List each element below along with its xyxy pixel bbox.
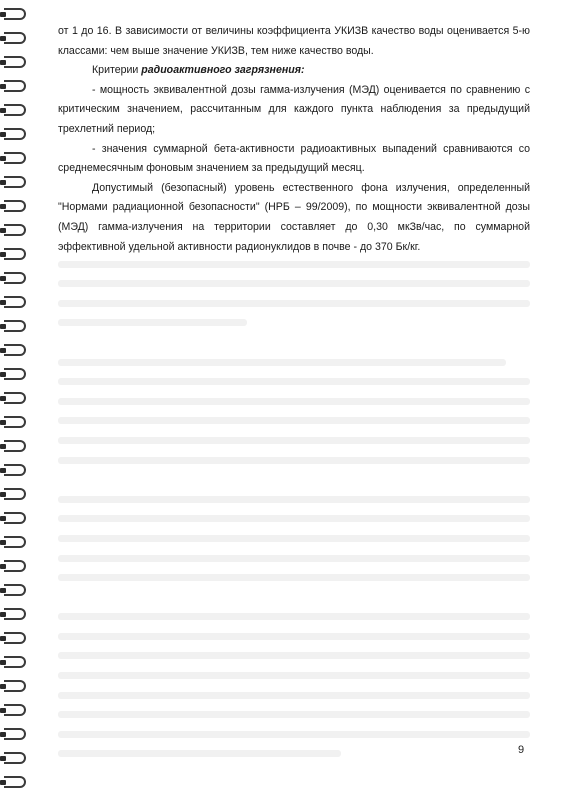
binding-ring bbox=[4, 752, 26, 764]
binding-ring bbox=[4, 512, 26, 524]
criteria-emphasis: радиоактивного загрязнения: bbox=[141, 64, 305, 77]
bleedthrough-line bbox=[58, 300, 530, 307]
binding-ring bbox=[4, 536, 26, 548]
binding-ring bbox=[4, 704, 26, 716]
binding-ring bbox=[4, 296, 26, 308]
bleedthrough-line bbox=[58, 417, 530, 424]
bleedthrough-line bbox=[58, 711, 530, 718]
binding-ring bbox=[4, 440, 26, 452]
binding-ring bbox=[4, 152, 26, 164]
binding-ring bbox=[4, 8, 26, 20]
binding-ring bbox=[4, 200, 26, 212]
binding-ring bbox=[4, 344, 26, 356]
criteria-heading bbox=[58, 61, 530, 81]
page-number: 9 bbox=[518, 744, 525, 756]
paragraph-ukizv: от 1 до 16. В зависимости от величины коэффициента УКИЗВ качество воды оценивается 5-ю классами: чем выше значение УКИЗВ, тем ниже качество воды. bbox=[58, 25, 530, 57]
binding-ring bbox=[4, 560, 26, 572]
binding-ring bbox=[4, 608, 26, 620]
binding-ring bbox=[4, 656, 26, 668]
bleedthrough-line bbox=[58, 359, 506, 366]
bleedthrough-line bbox=[58, 750, 341, 757]
bleedthrough-line bbox=[58, 652, 530, 659]
bleedthrough-line bbox=[58, 535, 530, 542]
paragraph-radiation-norms: Допустимый (безопасный) уровень естественного фона излучения, определенный "Нормами радиационной безопасности" (НРБ – 99/2009), по мощности эквивалентной дозы (МЭД) гамма-излучения на территории составляет до 0,30 мкЗв/час, по суммарной эффективной удельной активности радионуклидов в почве - до 370 Бк/кг. bbox=[58, 181, 530, 253]
bleedthrough-line bbox=[58, 496, 530, 503]
binding-ring bbox=[4, 56, 26, 68]
binding-ring bbox=[4, 416, 26, 428]
bleedthrough-line bbox=[58, 613, 530, 620]
binding-ring bbox=[4, 176, 26, 188]
binding-ring bbox=[4, 320, 26, 332]
binding-ring bbox=[4, 80, 26, 92]
criteria-label: Критерии bbox=[92, 64, 142, 77]
binding-ring bbox=[4, 776, 26, 788]
binding-ring bbox=[4, 464, 26, 476]
bleedthrough-line bbox=[58, 692, 530, 699]
binding-ring bbox=[4, 632, 26, 644]
bleedthrough-line bbox=[58, 574, 530, 581]
binding-ring bbox=[4, 104, 26, 116]
bleedthrough-line bbox=[58, 457, 530, 464]
spiral-binding bbox=[0, 0, 30, 800]
bleedthrough-line bbox=[58, 672, 530, 679]
bleedthrough-line bbox=[58, 515, 530, 522]
binding-ring bbox=[4, 392, 26, 404]
bleedthrough-line bbox=[58, 261, 530, 268]
bleedthrough-line bbox=[58, 280, 530, 287]
bleedthrough-line bbox=[58, 378, 530, 385]
binding-ring bbox=[4, 32, 26, 44]
bleedthrough-line bbox=[58, 398, 530, 405]
binding-ring bbox=[4, 488, 26, 500]
bleedthrough-line bbox=[58, 555, 530, 562]
binding-ring bbox=[4, 368, 26, 380]
bleedthrough-line bbox=[58, 437, 530, 444]
binding-ring bbox=[4, 728, 26, 740]
bleedthrough-line bbox=[58, 731, 530, 738]
document-page bbox=[58, 22, 530, 257]
bleedthrough-line bbox=[58, 633, 530, 640]
binding-ring bbox=[4, 584, 26, 596]
bullet-beta: - значения суммарной бета-активности радиоактивных выпадений сравниваются со среднемесячным фоновым значением за предыдущий месяц. bbox=[58, 142, 530, 175]
binding-ring bbox=[4, 224, 26, 236]
binding-ring bbox=[4, 272, 26, 284]
binding-ring bbox=[4, 248, 26, 260]
binding-ring bbox=[4, 680, 26, 692]
faded-bleedthrough-text bbox=[58, 248, 530, 757]
bullet-med: - мощность эквивалентной дозы гамма-излучения (МЭД) оценивается по сравнению с критическим значением, рассчитанным для каждого пункта наблюдения за предыдущий трехлетний период; bbox=[58, 83, 530, 135]
binding-ring bbox=[4, 128, 26, 140]
bleedthrough-line bbox=[58, 319, 247, 326]
